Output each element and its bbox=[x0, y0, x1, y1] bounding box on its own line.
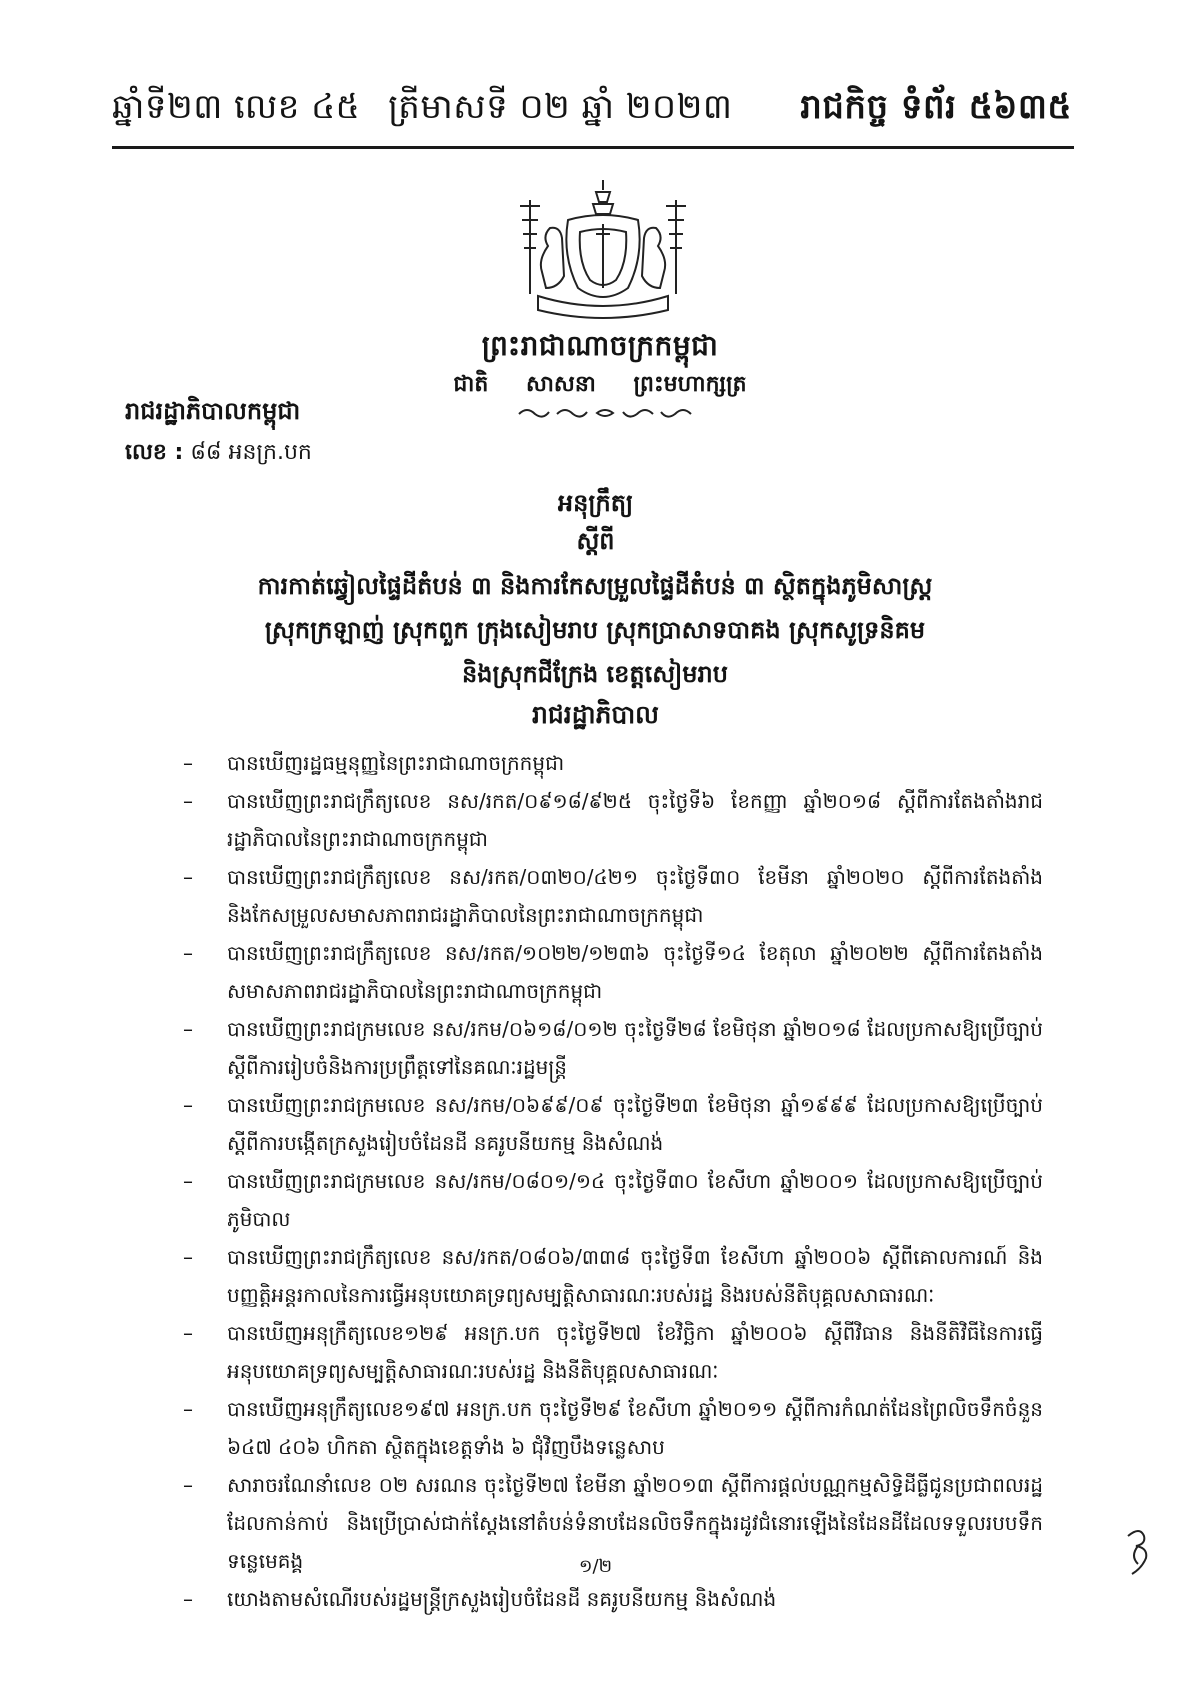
document-type: អនុក្រឹត្យ bbox=[557, 489, 634, 517]
list-item: – បានឃើញព្រះរាជក្រឹត្យលេខ នស/រកត/០៨០៦/៣៣៨ ចុះថ្ងៃទី៣ ខែសីហា ឆ្នាំ២០០៦ ស្តីពីគោលការណ៍ និងបញ្ញត្តិអន្តរកាលនៃការធ្វើអនុបយោគទ្រព្យសម្បត្តិសាធារណៈរបស់រដ្ឋ និងរបស់នីតិបុគ្គលសាធារណៈ bbox=[183, 1238, 1043, 1314]
gazette-page: រាជកិច្ច ទំព័រ ៥៦៣៥ bbox=[800, 87, 1072, 127]
dash-bullet: – bbox=[183, 865, 193, 889]
gazette-quarter: ត្រីមាសទី ០២ ឆ្នាំ ២០២៣ bbox=[388, 87, 733, 127]
page-number: ១/២ bbox=[578, 1556, 613, 1577]
dash-bullet: – bbox=[183, 941, 193, 965]
kingdom-name: ព្រះរាជាណាចក្រកម្ពុជា bbox=[481, 329, 719, 362]
motto-king: ព្រះមហាក្សត្រ bbox=[633, 372, 747, 397]
list-item: – យោងតាមសំណើរបស់រដ្ឋមន្ត្រីក្រសួងរៀបចំដែនដី នគរូបនីយកម្ម និងសំណង់ bbox=[183, 1580, 1043, 1618]
list-item: – បានឃើញព្រះរាជក្រឹត្យលេខ នស/រកត/១០២២/១២៣៦ ចុះថ្ងៃទី១៤ ខែតុលា ឆ្នាំ២០២២ ស្តីពីការតែងតាំងសមាសភាពរាជរដ្ឋាភិបាលនៃព្រះរាជាណាចក្រកម្ពុជា bbox=[183, 934, 1043, 1010]
national-motto bbox=[330, 370, 870, 402]
dash-bullet: – bbox=[183, 751, 193, 775]
reference-value: ៨៨ អនក្រ.បក bbox=[190, 440, 312, 465]
list-item: – បានឃើញព្រះរាជក្រមលេខ នស/រកម/០៦៩៩/០៩ ចុះថ្ងៃទី២៣ ខែមិថុនា ឆ្នាំ១៩៩៩ ដែលប្រកាសឱ្យប្រើច្បាប់ស្តីពីការបង្កើតក្រសួងរៀបចំដែនដី នគរូបនីយកម្ម និងសំណង់ bbox=[183, 1086, 1043, 1162]
dash-bullet: – bbox=[183, 1169, 193, 1193]
dash-bullet: – bbox=[183, 789, 193, 813]
dash-bullet: – bbox=[183, 1245, 193, 1269]
dash-bullet: – bbox=[183, 1587, 193, 1611]
list-item: – បានឃើញព្រះរាជក្រឹត្យលេខ នស/រកត/០៩១៨/៩២៥ ចុះថ្ងៃទី៦ ខែកញ្ញា ឆ្នាំ២០១៨ ស្តីពីការតែងតាំងរាជរដ្ឋាភិបាលនៃព្រះរាជាណាចក្រកម្ពុជា bbox=[183, 782, 1043, 858]
title-line: ស្រុកក្រឡាញ់ ស្រុកពួក ក្រុងសៀមរាប ស្រុកប្រាសាទបាគង ស្រុកសូទ្រនិគម bbox=[264, 616, 926, 644]
royal-emblem-icon bbox=[508, 176, 698, 326]
handwritten-initial-icon bbox=[1118, 1522, 1158, 1582]
motto-nation: ជាតិ bbox=[453, 372, 489, 397]
reference-label: លេខ : bbox=[125, 440, 184, 465]
gazette-issue: ឆ្នាំទី២៣ លេខ ៤៥ bbox=[112, 87, 361, 127]
header-rule bbox=[112, 146, 1074, 149]
list-item: – សារាចរណែនាំលេខ ០២ សរណន ចុះថ្ងៃទី២៧ ខែមីនា ឆ្នាំ២០១៣ ស្តីពីការផ្តល់បណ្ណកម្មសិទ្ធិដីធ្លីជូនប្រជាពលរដ្ឋដែលកាន់កាប់ និងប្រើប្រាស់ជាក់ស្តែងនៅតំបន់ទំនាបដែនលិចទឹកក្នុងរដូវជំនោរឡើងនៃដែនដីដែលទទួលរបបទឹកទន្លេមេគង្គ bbox=[183, 1466, 1043, 1580]
title-line: និងស្រុកជីក្រែង ខេត្តសៀមរាប bbox=[462, 660, 728, 688]
list-item: – បានឃើញព្រះរាជក្រមលេខ នស/រកម/០៦១៨/០១២ ចុះថ្ងៃទី២៨ ខែមិថុនា ឆ្នាំ២០១៨ ដែលប្រកាសឱ្យប្រើច្បាប់ស្តីពីការរៀបចំនិងការប្រព្រឹត្តទៅនៃគណៈរដ្ឋមន្ត្រី bbox=[183, 1010, 1043, 1086]
ornament-divider bbox=[515, 404, 695, 422]
document-about: ស្តីពី bbox=[576, 527, 615, 555]
dash-bullet: – bbox=[183, 1321, 193, 1345]
list-item: – បានឃើញព្រះរាជក្រមលេខ នស/រកម/០៨០១/១៤ ចុះថ្ងៃទី៣០ ខែសីហា ឆ្នាំ២០០១ ដែលប្រកាសឱ្យប្រើច្បាប់ភូមិបាល bbox=[183, 1162, 1043, 1238]
dash-bullet: – bbox=[183, 1397, 193, 1421]
dash-bullet: – bbox=[183, 1093, 193, 1117]
issuing-government: រាជរដ្ឋាភិបាលកម្ពុជា bbox=[125, 397, 301, 425]
motto-religion: សាសនា bbox=[525, 372, 596, 397]
reference-number bbox=[125, 438, 312, 470]
list-item: – បានឃើញអនុក្រឹត្យលេខ១៩៧ អនក្រ.បក ចុះថ្ងៃទី២៩ ខែសីហា ឆ្នាំ២០១១ ស្តីពីការកំណត់ដែនព្រៃលិចទឹកចំនួន ៦៤៧ ៤០៦ ហិកតា ស្ថិតក្នុងខេត្តទាំង ៦ ជុំវិញបឹងទន្លេសាប bbox=[183, 1390, 1043, 1466]
list-item: – បានឃើញរដ្ឋធម្មនុញ្ញនៃព្រះរាជាណាចក្រកម្ពុជា bbox=[183, 744, 1043, 782]
preamble-list bbox=[183, 744, 1043, 1618]
dash-bullet: – bbox=[183, 1473, 193, 1497]
list-item: – បានឃើញព្រះរាជក្រឹត្យលេខ នស/រកត/០៣២០/៤២១ ចុះថ្ងៃទី៣០ ខែមីនា ឆ្នាំ២០២០ ស្តីពីការតែងតាំង និងកែសម្រួលសមាសភាពរាជរដ្ឋាភិបាលនៃព្រះរាជាណាចក្រកម្ពុជា bbox=[183, 858, 1043, 934]
document-title bbox=[190, 564, 1000, 696]
dash-bullet: – bbox=[183, 1017, 193, 1041]
list-item: – បានឃើញអនុក្រឹត្យលេខ១២៩ អនក្រ.បក ចុះថ្ងៃទី២៧ ខែវិច្ឆិកា ឆ្នាំ២០០៦ ស្តីពីវិធាន និងនីតិវិធីនៃការធ្វើអនុបយោគទ្រព្យសម្បត្តិសាធារណៈរបស់រដ្ឋ និងនីតិបុគ្គលសាធារណៈ bbox=[183, 1314, 1043, 1390]
issuing-body: រាជរដ្ឋាភិបាល bbox=[532, 700, 659, 729]
title-line: ការកាត់ឆ្វៀលផ្ទៃដីតំបន់ ៣ និងការកែសម្រួលផ្ទៃដីតំបន់ ៣ ស្ថិតក្នុងភូមិសាស្ត្រ bbox=[257, 572, 933, 600]
gazette-header bbox=[112, 78, 1072, 142]
